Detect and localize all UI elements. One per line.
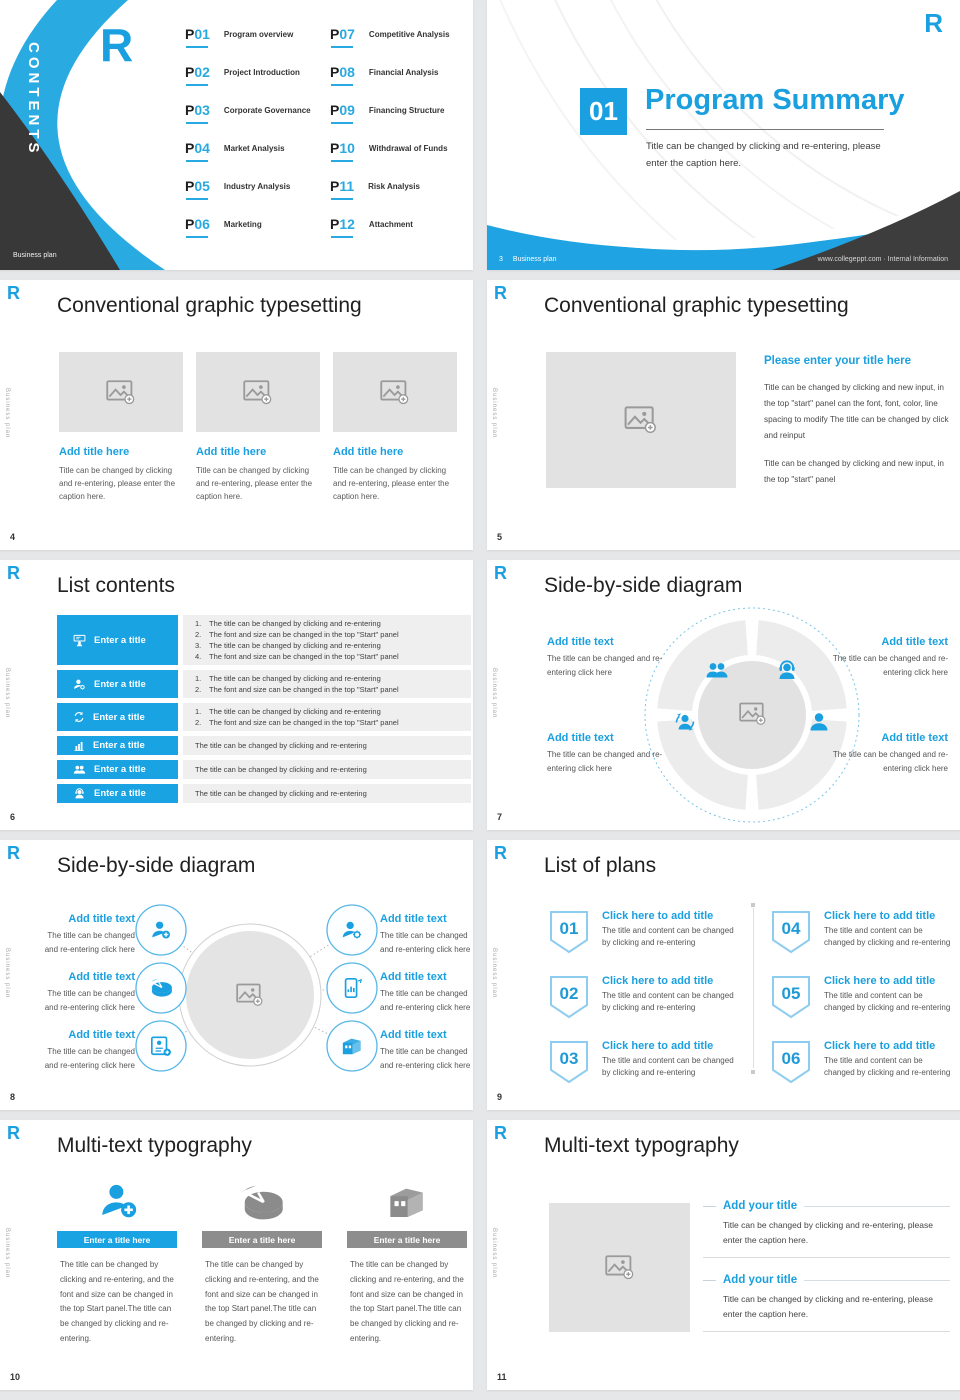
block-body: The title can be changed and re-entering click here: [832, 654, 948, 678]
toc-number: 07: [339, 26, 355, 42]
block-body: The title can be changed and re-entering click here: [44, 931, 135, 955]
plan-body: The title and content can be changed by clicking and re-entering: [602, 1056, 734, 1078]
side-business-plan-label: Business plan: [4, 1228, 10, 1279]
slide-section-cover[interactable]: [487, 0, 960, 270]
footer-business-plan: Business plan: [512, 256, 557, 263]
toc-prefix: P: [185, 102, 195, 118]
toc-prefix: P: [330, 178, 340, 194]
enter-title-button[interactable]: [57, 670, 178, 698]
block-divider: [703, 1257, 950, 1258]
block-title: Add title text: [380, 913, 447, 925]
brand-logo: R: [494, 843, 506, 863]
title-left-dash: [703, 1280, 716, 1281]
toc-underline: [331, 160, 353, 162]
toc-prefix: P: [330, 102, 340, 118]
toc-item[interactable]: [185, 102, 311, 124]
plan-title: Click here to add title: [602, 1040, 714, 1052]
toc-number: 12: [339, 216, 355, 232]
image-placeholder-icon: [380, 380, 410, 405]
toc-label: Attachment: [368, 219, 413, 229]
list-text: The title can be changed by clicking and re-entering: [195, 788, 367, 798]
slide-title: Multi-text typography: [544, 1134, 739, 1157]
team-icon: [73, 763, 86, 776]
diagram-text-block: [813, 636, 948, 681]
section-number-box: 01: [580, 88, 627, 135]
toc-item[interactable]: [185, 26, 311, 48]
user-sync-icon: [673, 710, 697, 734]
list-number: 2.: [195, 685, 202, 694]
plan-number-badge: [549, 1040, 589, 1084]
side-business-plan-label: Business plan: [491, 388, 497, 439]
list-text: The title can be changed by clicking and re-entering: [195, 740, 367, 750]
diagram-text-block: [380, 971, 473, 1016]
block-body: The title can be changed and re-entering click here: [547, 750, 663, 774]
plan-body: The title and content can be changed by clicking and re-entering: [824, 1056, 951, 1078]
toc-underline: [186, 160, 208, 162]
side-business-plan-label: Business plan: [491, 1228, 497, 1279]
toc-underline: [186, 122, 208, 124]
add-title-block: [703, 1200, 950, 1248]
list-row: [57, 784, 471, 803]
list-text: The font and size can be changed in the top "Start" panel: [209, 685, 399, 694]
building-icon: [384, 1182, 430, 1222]
block-title: Add your title: [723, 1200, 798, 1212]
toc-item[interactable]: [330, 64, 450, 86]
slide-graphic-typesetting-3col[interactable]: [0, 280, 473, 550]
toc-item[interactable]: [330, 140, 450, 162]
toc-prefix: P: [330, 140, 340, 156]
plan-title: Click here to add title: [824, 975, 936, 987]
page-number: 5: [497, 532, 503, 542]
user-icon: [807, 710, 831, 734]
plan-body: The title and content can be changed by clicking and re-entering: [824, 991, 951, 1013]
toc-number: 02: [194, 64, 210, 80]
list-text: The font and size can be changed in the top "Start" panel: [209, 629, 399, 639]
block-body: The title can be changed and re-entering click here: [44, 989, 135, 1013]
toc-underline: [186, 236, 208, 238]
list-text-panel: [183, 670, 471, 698]
page-number: 7: [497, 812, 503, 822]
sync-icon: [73, 711, 85, 723]
image-placeholder[interactable]: [546, 352, 736, 488]
brand-logo: R: [7, 283, 19, 303]
mobile-chart-icon: [341, 977, 363, 999]
diagram-text-block: [547, 636, 677, 681]
plan-item: [602, 910, 742, 950]
toc-underline: [186, 198, 208, 200]
slide-contents[interactable]: [0, 0, 473, 270]
toc-underline: [331, 198, 353, 200]
brand-logo: R: [924, 8, 942, 38]
team-icon: [705, 658, 729, 682]
toc-label: Market Analysis: [223, 143, 285, 153]
block-title: Add title text: [380, 971, 447, 983]
toc-label: Project Introduction: [223, 67, 300, 77]
list-number: 4.: [195, 652, 202, 662]
caption-card: [196, 446, 320, 504]
section-title: Program Summary: [645, 84, 905, 116]
block-body: The title can be changed and re-entering click here: [380, 931, 471, 955]
enter-title-bar[interactable]: [57, 1231, 177, 1248]
slide-title: Side-by-side diagram: [57, 854, 256, 877]
bar-label: Enter a title here: [228, 1234, 296, 1245]
toc-label: Risk Analysis: [368, 181, 420, 191]
title-left-dash: [703, 1206, 716, 1207]
diagram-text-block: [35, 913, 135, 958]
block-title: Add title text: [547, 732, 614, 744]
slide-title: Multi-text typography: [57, 1134, 252, 1157]
list-row: [57, 615, 471, 665]
add-title-block: [703, 1274, 950, 1322]
side-business-plan-label: Business plan: [4, 948, 10, 999]
plan-item: [824, 910, 954, 950]
list-number: 2.: [195, 629, 202, 639]
pie-chart-icon: [149, 978, 173, 998]
slide-title: List of plans: [544, 854, 657, 877]
toc-underline: [186, 46, 208, 48]
card-body: Title can be changed by clicking and re-entering, please enter the caption here.: [333, 466, 450, 502]
enter-title-bar[interactable]: [347, 1231, 467, 1248]
toc-label: Withdrawal of Funds: [368, 143, 448, 153]
user-gear-icon: [341, 919, 363, 941]
enter-title-button[interactable]: [57, 615, 178, 665]
list-text: The title can be changed by clicking and re-entering: [209, 641, 381, 650]
toc-underline: [331, 84, 353, 86]
block-divider: [703, 1331, 950, 1332]
text-paragraph-1: Title can be changed by clicking and new input, in the top "start" panel can the font, font, color, line spacing to modify The title can be changed by click and reinput: [764, 383, 949, 440]
toc-item[interactable]: [185, 216, 311, 238]
plan-number-badge: [549, 910, 589, 954]
slide-title: Conventional graphic typesetting: [57, 294, 362, 317]
list-text-panel: [183, 615, 471, 665]
side-business-plan-label: Business plan: [4, 388, 10, 439]
block-title: Add title text: [881, 732, 948, 744]
slide-spoke-diagram[interactable]: [0, 840, 473, 1110]
toc-label: Corporate Governance: [223, 105, 311, 115]
brand-logo: R: [100, 19, 132, 71]
title-underline: [646, 129, 884, 130]
toc-label: Industry Analysis: [223, 181, 291, 191]
toc-number: 10: [339, 140, 355, 156]
toc-prefix: P: [185, 26, 195, 42]
list-number: 1.: [195, 673, 202, 683]
slide-title: Conventional graphic typesetting: [544, 294, 849, 317]
toc-prefix: P: [185, 178, 195, 194]
button-label: Enter a title: [94, 788, 146, 799]
block-body: The title can be changed and re-entering click here: [547, 654, 663, 678]
toc-number: 01: [194, 26, 210, 42]
plan-body: The title and content can be changed by clicking and re-entering: [602, 926, 734, 948]
toc-right-column: [330, 26, 450, 238]
plan-number: 04: [781, 919, 801, 938]
toc-prefix: P: [185, 216, 195, 232]
list-row: [57, 703, 471, 731]
footer-business-plan: Business plan: [13, 252, 57, 259]
toc-item[interactable]: [330, 102, 450, 124]
toc-underline: [186, 84, 208, 86]
image-placeholder-icon: [243, 380, 273, 405]
column-body-text: The title can be changed by clicking and re-entering, and the font and size can be changed in the top Start panel.The title can be changed by clicking and re-entering.: [350, 1260, 464, 1343]
diagram-text-block: [547, 732, 677, 777]
text-paragraph-2: Title can be changed by clicking and new input, in the top "start" panel: [764, 459, 944, 484]
toc-prefix: P: [330, 64, 340, 80]
list-row: [57, 670, 471, 698]
enter-title-button[interactable]: [57, 784, 178, 803]
page-number: 4: [10, 532, 16, 542]
block-body: The title can be changed and re-entering click here: [380, 1047, 471, 1071]
block-title: Add title text: [68, 913, 135, 925]
image-placeholder[interactable]: [59, 352, 183, 432]
plan-title: Click here to add title: [602, 975, 714, 987]
plan-number-badge: [771, 975, 811, 1019]
list-text-panel: [183, 736, 471, 755]
image-placeholder-icon: [739, 702, 767, 726]
list-text: The title can be changed by clicking and re-entering: [209, 706, 381, 716]
slide-list-of-plans[interactable]: [487, 840, 960, 1110]
plan-number: 02: [559, 984, 579, 1003]
toc-number: 09: [339, 102, 355, 118]
plan-item: [824, 975, 954, 1015]
button-label: Enter a title: [94, 634, 146, 646]
list-text-panel: [183, 760, 471, 779]
block-title: Add your title: [723, 1274, 798, 1286]
support-agent-icon: [775, 658, 799, 682]
image-placeholder-icon: [624, 406, 658, 434]
image-placeholder-icon: [236, 983, 264, 1007]
toc-label: Financial Analysis: [368, 67, 439, 77]
ring-diagram: [487, 560, 960, 830]
block-body: Title can be changed by clicking and re-entering, please enter the caption here.: [723, 1294, 933, 1319]
list-text: The title can be changed by clicking and re-entering: [209, 618, 381, 628]
slide-title: List contents: [57, 574, 175, 597]
list-number: 1.: [195, 618, 202, 628]
list-number: 2.: [195, 718, 202, 727]
contents-vertical-title: CONTENTS: [25, 42, 42, 157]
brand-logo: R: [494, 283, 506, 303]
bar-label: Enter a title here: [373, 1234, 441, 1245]
toc-item[interactable]: [185, 140, 311, 162]
toc-left-column: [185, 26, 311, 238]
plan-title: Click here to add title: [824, 910, 936, 922]
slide-title: Side-by-side diagram: [544, 574, 743, 597]
toc-label: Competitive Analysis: [368, 29, 450, 39]
pie-3d-icon: [238, 1184, 286, 1222]
page-number: 8: [10, 1092, 16, 1102]
enter-title-button[interactable]: [57, 760, 178, 779]
list-number: 3.: [195, 641, 202, 650]
plan-title: Click here to add title: [824, 1040, 936, 1052]
page-number: 10: [10, 1372, 21, 1382]
toc-item[interactable]: [185, 178, 311, 200]
enter-title-bar[interactable]: [202, 1231, 322, 1248]
toc-number: 11: [339, 178, 355, 194]
list-text: The font and size can be changed in the top "Start" panel: [209, 718, 399, 727]
text-heading: Please enter your title here: [764, 355, 912, 367]
list-text-panel: [183, 703, 471, 731]
title-right-line: [804, 1280, 950, 1281]
side-business-plan-label: Business plan: [491, 948, 497, 999]
list-row: [57, 736, 471, 755]
toc-item[interactable]: [330, 216, 450, 238]
card-title: Add title here: [196, 446, 267, 458]
plan-item: [602, 975, 742, 1015]
add-user-icon: [98, 1180, 140, 1222]
slide-list-contents[interactable]: [0, 560, 473, 830]
list-text-panel: [183, 784, 471, 803]
plan-number-badge: [771, 1040, 811, 1084]
enter-title-button[interactable]: [57, 736, 178, 755]
bar-chart-icon: [73, 740, 85, 752]
diagram-text-block: [813, 732, 948, 777]
plan-number: 03: [559, 1049, 579, 1068]
toc-number: 03: [194, 102, 210, 118]
block-title: Add title text: [881, 636, 948, 648]
list-text: The font and size can be changed in the top "Start" panel: [209, 652, 399, 662]
support-agent-icon: [73, 787, 86, 800]
toc-label: Marketing: [223, 219, 262, 229]
page-number: 6: [10, 812, 16, 822]
id-card-icon: [150, 1035, 172, 1057]
block-body: The title can be changed and re-entering click here: [44, 1047, 135, 1071]
block-body: The title can be changed and re-entering click here: [832, 750, 948, 774]
page-number: 11: [497, 1372, 507, 1382]
bar-label: Enter a title here: [83, 1234, 151, 1245]
diagram-text-block: [35, 971, 135, 1016]
plan-body: The title and content can be changed by clicking and re-entering: [824, 926, 951, 948]
toc-label: Financing Structure: [368, 105, 445, 115]
brand-logo: R: [7, 843, 19, 863]
toc-item[interactable]: [330, 26, 450, 48]
plan-body: The title and content can be changed by clicking and re-entering: [602, 991, 734, 1013]
brand-logo: R: [494, 1123, 506, 1143]
title-right-line: [804, 1206, 950, 1207]
button-label: Enter a title: [93, 740, 145, 751]
slide-ring-diagram[interactable]: [487, 560, 960, 830]
team-meeting-icon: [73, 634, 86, 647]
plan-title: Click here to add title: [602, 910, 714, 922]
enter-title-button[interactable]: [57, 703, 178, 731]
plan-number-badge: [549, 975, 589, 1019]
footer-page-number: 3: [499, 256, 503, 263]
toc-prefix: P: [330, 26, 340, 42]
toc-number: 05: [194, 178, 210, 194]
building-icon: [340, 1035, 364, 1057]
toc-number: 04: [194, 140, 210, 156]
diagram-text-block: [35, 1029, 135, 1074]
block-body: Title can be changed by clicking and re-entering, please enter the caption here.: [723, 1220, 933, 1245]
card-body: Title can be changed by clicking and re-entering, please enter the caption here.: [196, 466, 313, 502]
add-user-icon: [150, 919, 172, 941]
caption-card: [59, 446, 183, 504]
image-placeholder-icon: [106, 380, 136, 405]
slide-multitext-3col[interactable]: [0, 1120, 473, 1390]
card-title: Add title here: [59, 446, 130, 458]
user-settings-icon: [73, 678, 86, 691]
divider-dot: [751, 1070, 755, 1074]
list-text: The title can be changed by clicking and re-entering: [209, 673, 381, 683]
list-row: [57, 760, 471, 779]
column-body-text: The title can be changed by clicking and re-entering, and the font and size can be changed in the top Start panel.The title can be changed by clicking and re-entering.: [205, 1260, 319, 1343]
brand-logo: R: [494, 563, 506, 583]
toc-underline: [331, 46, 353, 48]
button-label: Enter a title: [94, 678, 146, 690]
toc-prefix: P: [185, 64, 195, 80]
toc-underline: [331, 236, 353, 238]
caption-card: [333, 446, 457, 504]
footer-right: www.collegeppt.com · Internal Information: [817, 256, 948, 263]
diagram-text-block: [380, 1029, 473, 1074]
column-divider: [753, 908, 754, 1068]
section-subtitle: Title can be changed by clicking and re-entering, please enter the caption here.: [646, 141, 881, 169]
plan-item: [824, 1040, 954, 1080]
toc-prefix: P: [330, 216, 340, 232]
block-title: Add title text: [68, 1029, 135, 1041]
divider-dot: [751, 903, 755, 907]
toc-item[interactable]: [330, 178, 450, 200]
plan-number: 01: [559, 919, 579, 938]
block-title: Add title text: [547, 636, 614, 648]
plan-number-badge: [771, 910, 811, 954]
toc-item[interactable]: [185, 64, 311, 86]
plan-item: [602, 1040, 742, 1080]
plan-number: 05: [781, 984, 801, 1003]
image-placeholder[interactable]: [549, 1203, 690, 1332]
list-text: The title can be changed by clicking and re-entering: [195, 764, 367, 774]
card-title: Add title here: [333, 446, 404, 458]
page-number: 9: [497, 1092, 503, 1102]
side-business-plan-label: Business plan: [4, 668, 10, 719]
slide-graphic-typesetting-1col[interactable]: [487, 280, 960, 550]
toc-number: 08: [339, 64, 355, 80]
list-number: 1.: [195, 706, 202, 716]
image-placeholder[interactable]: [196, 352, 320, 432]
toc-underline: [331, 122, 353, 124]
block-title: Add title text: [68, 971, 135, 983]
column-body-text: The title can be changed by clicking and re-entering, and the font and size can be changed in the top Start panel.The title can be changed by clicking and re-entering.: [60, 1260, 174, 1343]
block-title: Add title text: [380, 1029, 447, 1041]
toc-label: Program overview: [223, 29, 294, 39]
toc-prefix: P: [185, 140, 195, 156]
button-label: Enter a title: [94, 764, 146, 775]
block-body: The title can be changed and re-entering click here: [380, 989, 471, 1013]
card-body: Title can be changed by clicking and re-entering, please enter the caption here.: [59, 466, 176, 502]
image-placeholder-icon: [605, 1255, 635, 1280]
toc-number: 06: [194, 216, 210, 232]
brand-logo: R: [7, 1123, 19, 1143]
brand-logo: R: [7, 563, 19, 583]
side-business-plan-label: Business plan: [491, 668, 497, 719]
diagram-text-block: [380, 913, 473, 958]
button-label: Enter a title: [93, 711, 145, 723]
plan-number: 06: [781, 1049, 801, 1068]
footer-left: [499, 256, 557, 263]
image-placeholder[interactable]: [333, 352, 457, 432]
slide-multitext-image[interactable]: [487, 1120, 960, 1390]
